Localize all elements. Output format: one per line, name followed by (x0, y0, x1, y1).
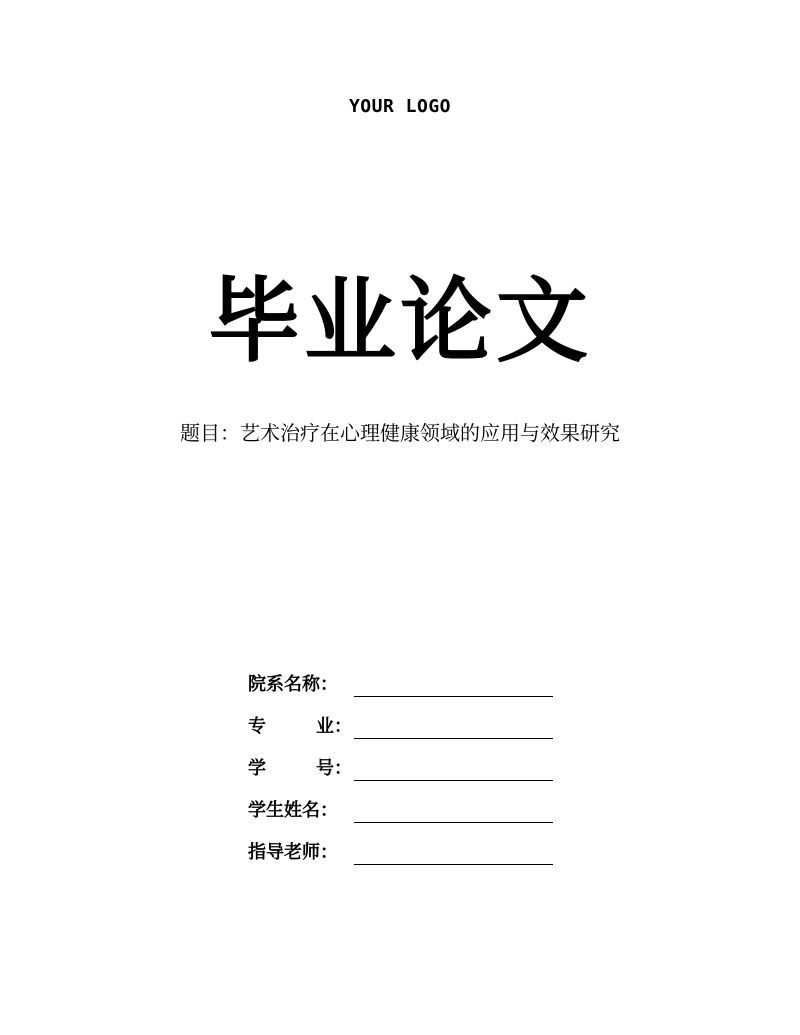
info-row-department (248, 670, 568, 712)
student-info-form (248, 670, 568, 880)
student-id-field[interactable] (354, 780, 553, 781)
student-name-field[interactable] (354, 822, 553, 823)
advisor-label: 指导老师： (248, 842, 338, 863)
info-row-advisor (248, 838, 568, 880)
info-row-student-id (248, 754, 568, 796)
major-label: 专 业 ： (248, 716, 352, 737)
major-field[interactable] (354, 738, 553, 739)
student-name-label: 学生姓名： (248, 800, 338, 821)
advisor-field[interactable] (354, 864, 553, 865)
page-title: 毕业论文 (207, 268, 592, 375)
subject-label: 题目： (180, 421, 240, 445)
student-id-label: 学 号 ： (248, 758, 352, 779)
logo-text: YOUR LOGO (348, 96, 452, 117)
info-row-student-name (248, 796, 568, 838)
department-field[interactable] (354, 696, 553, 697)
thesis-subject (0, 418, 800, 448)
info-row-major (248, 712, 568, 754)
department-label: 院系名称： (248, 674, 338, 695)
subject-text: 艺术治疗在心理健康领域的应用与效果研究 (240, 421, 620, 445)
